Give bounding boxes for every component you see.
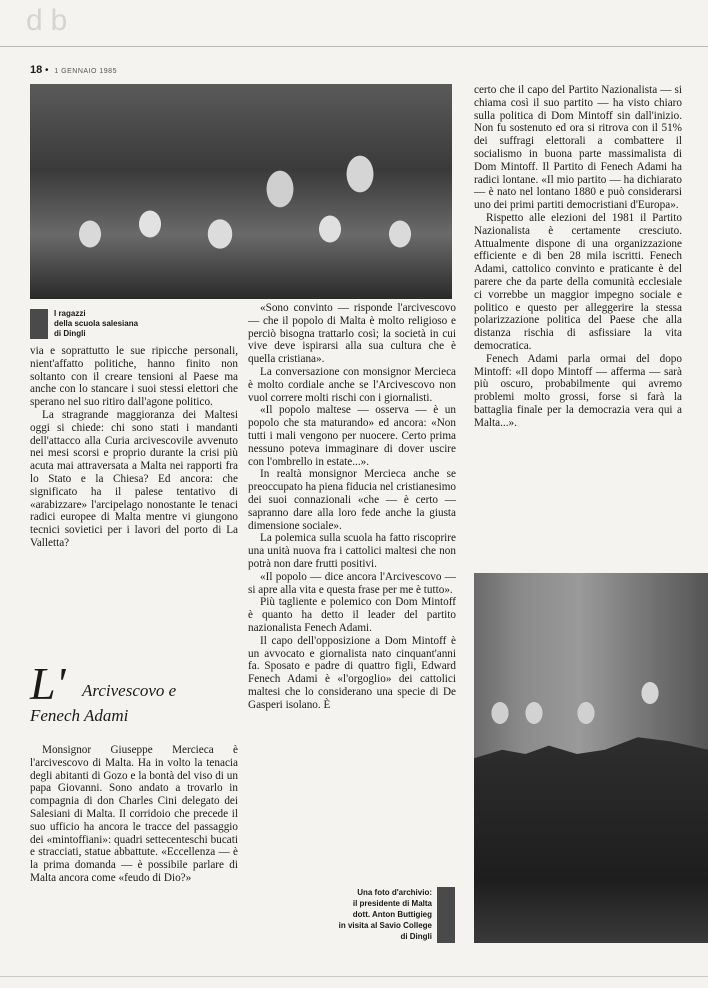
- paragraph: La stragrande maggioranza dei Maltesi oggi si chiede: chi sono stati i mandanti dell'attacco alla Curia arcivescovile avvenuto nei mesi scorsi e proprio durante la crisi più acuta mai attraversata a Malta nei rapporti fra lo Stato e la Chiesa? Ed ancora: che significato ha il palese tentativo di «arabizzare» l'arcipelago nonostante le tenaci radici europee di Malta mentre vi giungono tecnici sovietici per i lavori del porto di La Valletta?: [30, 408, 238, 549]
- paragraph: certo che il capo del Partito Nazionalista — si chiama così il suo partito — ha visto chiaro sulla politica di Dom Mintoff sin dall'inizio. Non fu sostenuto ed ora si ritrova con il 51% dei suffragi elettorali a combattere il socialismo in buona parte massimalista di Dom Mintoff. Il Partito di Fenech Adami ha radici lontane. «Il mio partito — ha dichiarato — è nato nel lontano 1880 e può considerarsi uno dei primi partiti democristiani d'Europa».: [474, 84, 682, 212]
- paragraph: In realtà monsignor Mercieca anche se preoccupato ha piena fiducia nel cristianesimo dei suoi connazionali «che — è certo — sapranno dare alla loro fede anche la giusta dimensione sociale».: [248, 468, 456, 532]
- bottom-rule: [0, 976, 708, 977]
- paragraph: Più tagliente e polemico con Dom Mintoff è quanto ha detto il leader del partito nazionalista Fenech Adami.: [248, 596, 456, 634]
- page-folio: [30, 64, 117, 76]
- caption-line: in visita al Savio College: [338, 921, 432, 930]
- column-left-top: [30, 345, 238, 550]
- headline-line1: Arcivescovo e: [82, 681, 177, 700]
- caption-line: il presidente di Malta: [352, 899, 432, 908]
- caption-line: dott. Anton Buttigieg: [352, 910, 432, 919]
- caption-text: [300, 887, 432, 942]
- paragraph: Fenech Adami parla ormai del dopo Mintoff: «Il dopo Mintoff — afferma — sarà più oscuro, probabilmente qui avremo problemi molto grossi, forse si farà la battaglia finale per la democrazia vera qui a Malta...».: [474, 352, 682, 429]
- photo-top-caption: [30, 309, 170, 339]
- paragraph: La conversazione con monsignor Mercieca è molto cordiale anche se l'Arcivescovo non vuol correre molti rischi con i giornalisti.: [248, 365, 456, 404]
- paragraph: La polemica sulla scuola ha fatto riscoprire una unità nuova fra i cattolici maltesi che non potrà non dare frutti positivi.: [248, 532, 456, 570]
- caption-line: I ragazzi: [54, 309, 86, 318]
- column-middle: [248, 302, 456, 712]
- page-number: 18: [30, 64, 43, 76]
- headline-initial: L': [30, 658, 66, 709]
- caption-line: di Dingli: [400, 932, 432, 941]
- caption-line: Una foto d'archivio:: [357, 888, 432, 897]
- faint-corner-mark: db: [26, 4, 76, 37]
- caption-bar: [30, 309, 48, 339]
- photo-bottom-caption: [300, 887, 458, 943]
- folio-separator: •: [45, 65, 49, 76]
- paragraph: via e soprattutto le sue ripicche personali, nient'affatto politiche, hanno finito non soltanto con il creare tensioni al Paese ma anche con lo stancare i suoi stessi elettori che sperano nel suo ritiro dall'agone politico.: [30, 345, 238, 409]
- president-visit-photo: [474, 573, 708, 943]
- paragraph: Monsignor Giuseppe Mercieca è l'arcivescovo di Malta. Ha in volto la tenacia degli abitanti di Gozo e la bontà del viso di un papa Giovanni. Sono andato a trovarlo in compagnia di don Charles Cini delegato dei Salesiani di Malta. Il corridoio che precede il suo ufficio ha ancora le tracce del passaggio dei «mintoffiani»: quadri settecenteschi bucati e stracciati, statue abbattute. «Eccellenza — è la prima domanda — è possibile parlare di Malta ancora come «feudo di Dio?»: [30, 744, 238, 884]
- top-rule: [0, 46, 708, 47]
- caption-text: [54, 309, 174, 339]
- caption-line: di Dingli: [54, 329, 86, 338]
- section-headline: [30, 658, 240, 735]
- headline-line2: Fenech Adami: [30, 706, 129, 725]
- choir-boys-photo: [30, 84, 452, 299]
- caption-line: della scuola salesiana: [54, 319, 139, 328]
- paragraph: «Il popolo maltese — osserva — è un popolo che sta maturando» ed ancora: «Non tutti i mali vengono per nuocere. Certo prima nessuno poteva immaginare di dover uscire con l'ombrello in estate...».: [248, 404, 456, 468]
- paragraph: «Il popolo — dice ancora l'Arcivescovo — si apre alla vita e questa frase per me è tutto».: [248, 570, 456, 596]
- issue-date: 1 GENNAIO 1985: [54, 68, 117, 75]
- column-right: [474, 84, 682, 430]
- paragraph: «Sono convinto — risponde l'arcivescovo — che il popolo di Malta è molto religioso e perciò bisogna trattarlo così; la società in cui vive deve ispirarsi alla sua cultura che è quella cristiana».: [248, 302, 456, 366]
- paragraph: Rispetto alle elezioni del 1981 il Partito Nazionalista è certamente cresciuto. Attualmente dispone di una organizzazione efficiente e di ben 28 mila iscritti. Fenech Adami, cattolico convinto e praticante è del parere che da parte della comunità ecclesiale ci vorrebbe un maggior impegno sociale e politico e questo per alleggerire la stessa polarizzazione politica del Paese che alla distanza rischia di asfissiare la vita democratica.: [474, 211, 682, 352]
- caption-bar: [437, 887, 455, 943]
- paragraph: Il capo dell'opposizione a Dom Mintoff è un avvocato e giornalista nato cinquant'anni fa. Sposato e padre di quattro figli, Edward Fenech Adami è «l'orgoglio» dei cattolici maltesi che lo considerano una specie di De Gasperi isolano. È: [248, 634, 456, 711]
- column-left-bottom: [30, 744, 238, 885]
